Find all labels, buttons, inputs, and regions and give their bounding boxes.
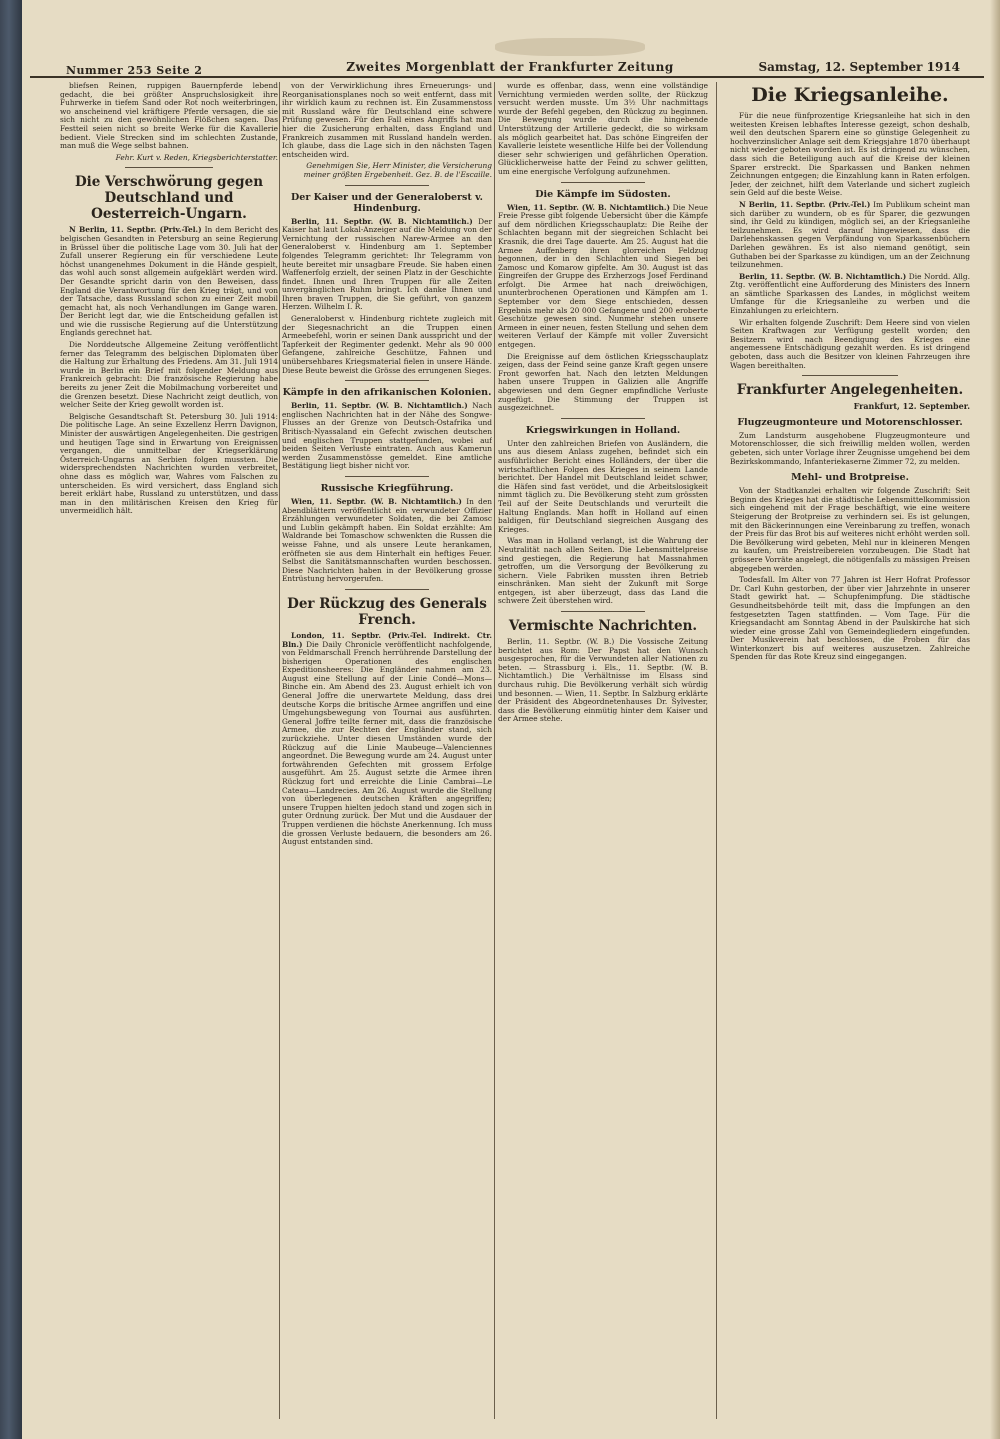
article-body: Die Daily Chronicle veröffentlicht nachfolgende, von Feldmarschall French herrührende Darstellung der bisherigen Operationen des englischen Expeditionsheeres: Die Engländer nahmen am 23. August eine Stellung auf der Linie Condé—Mons—Binche ein. Am Abend des 23. August erhielt ich von General Joffre die unerwartete Meldung, dass drei deutsche Korps die britische Armee angriffen und eine Umgehungsbewegung von Tournai aus ausführten. General Joffre teilte ferner mit, dass die französische Armee, die zur Rechten der Engländer stand, sich zurückziehe. Unter diesen Umständen wurde der Rückzug auf die Linie Maubeuge—Valenciennes angeordnet. Die Bewegung wurde am 24. August unter fortwährenden Gefechten mit grossem Erfolge ausgeführt. Am 25. August setzte die Armee ihren Rückzug fort und erreichte die Linie Cambrai—Le Cateau—Landrecies. Am 26. August wurde die Stellung von überlegenen deutschen Kräften angegriffen; unsere Truppen hielten jedoch stand und zogen sich in guter Ordnung zurück. Der Mut und die Ausdauer der Truppen verdienen die höchste Anerkennung. Ich muss die grossen Verluste bedauern, die besonders am 26. August entstanden sind. — [282, 639, 492, 847]
dateline: Wien, 11. Septbr. (W. B. Nichtamtlich.) — [507, 202, 670, 212]
headline-rueckzug-french: Der Rückzug des Generals French. — [287, 595, 487, 628]
headline-vermischte-nachrichten: Vermischte Nachrichten. — [508, 618, 698, 635]
column-2 — [282, 82, 492, 1423]
article-body: Im Publikum scheint man sich darüber zu wundern, ob es für Sparer, die gezwungen sind, ihr Geld zu kündigen, möglich sei, an der Kriegsanleihe teilzunehmen. Es wird darauf hingewiesen, dass die Darlehenskassen gegen Verpfändung von Sparkassenbüchern Darlehen gewähren. Es ist also niemand genötigt, sein Guthaben bei der Sparkasse zu kündigen, um an der Zeichnung teilzunehmen. — [730, 199, 970, 270]
headline-russische-kriegfuehrung: Russische Kriegführung. — [320, 482, 454, 494]
divider — [802, 375, 898, 376]
article-text: Todesfall. Im Alter von 77 Jahren ist Herr Hofrat Professor Dr. Carl Kuhn gestorben, der über vier Jahrzehnte in unserer Stadt gewirkt hat. — Schupfenimpfung. Die städtische Gesundheitsbehörde teilt mit, dass die Impfungen an den festgesetzten Tagen stattfinden. — Vom Tage. Für die Kriegsandacht am Sonntag Abend in der Paulskirche hat sich wieder eine grosse Zahl von Gemeindegliedern eingefunden. Der Musikverein hat beschlossen, die Proben für das Winterkonzert bis auf weiteres auszusetzen. Zahlreiche Spenden für das Rote Kreuz sind eingegangen. — [730, 575, 970, 662]
article-text — [498, 204, 708, 350]
divider — [345, 476, 429, 477]
headline-verschwoerung: Die Verschwörung gegen Deutschland und Oesterreich-Ungarn. — [74, 174, 264, 223]
article-body: In den Abendblättern veröffentlicht ein verwundeter Offizier Erzählungen verwundeter Soldaten, die bei Zamosc und Lublin gekämpft haben. Ein Soldat erzählte: Am Waldrande bei Tomaschow schwenkten die Russen die weisse Fahne, und als unsere Leute herankamen, eröffneten sie aus dem Hinterhalt ein heftiges Feuer. Selbst die Sanitätsmannschaften wurden beschossen. Diese Nachrichten haben in der Bevölkerung grosse Entrüstung hervorgerufen. — [282, 496, 492, 584]
article-text — [282, 218, 492, 313]
article-text: von der Verwirklichung ihres Erneuerungs- und Reorganisationsplanes noch so weit entfernt, dass mit ihr wirklich kaum zu rechnen ist. Ein Zusammenstoss mit Russland wäre für Deutschland eine schwere Prüfung gewesen. Für den Fall eines Angriffs hat man hier die Zusicherung erhalten, dass England und Frankreich zusammen mit Russland handeln werden. Ich glaube, dass die Lage sich in den nächsten Tagen entscheiden wird. — [282, 82, 492, 159]
headline-flugzeugmonteure: Flugzeugmonteure und Motorenschlosser. — [737, 416, 963, 428]
headline-frankfurter-angelegenheiten: Frankfurter Angelegenheiten. — [736, 382, 964, 399]
article-text — [60, 226, 278, 338]
column-rule — [494, 82, 495, 1419]
article-text: Die Ereignisse auf dem östlichen Kriegsschauplatz zeigen, dass der Feind seine ganze Kraft gegen unsere Front geworfen hat. Nach den letzten Meldungen haben unsere Truppen in Galizien alle Angriffe abgewiesen und dem Gegner empfindliche Verluste zugefügt. Die Stimmung der Truppen ist ausgezeichnet. — [498, 351, 708, 413]
article-text: Die Norddeutsche Allgemeine Zeitung veröffentlicht ferner das Telegramm des belgischen Diplomaten über die Haltung zur Erhaltung des Friedens. Am 31. Juli 1914 wurde in Berlin ein Brief mit folgender Meldung aus Frankreich gebracht: Die französische Regierung habe bereits zu jener Zeit die Mobilmachung vorbereitet und die Grenzen besetzt. Diese Nachricht zeigt deutlich, von welcher Seite der Krieg gewollt worden ist. — [60, 340, 278, 410]
headline-mehl-brotpreise: Mehl- und Brotpreise. — [791, 472, 909, 484]
article-body: In dem Bericht des belgischen Gesandten in Petersburg an seine Regierung in Brüssel über die politische Lage vom 30. Juli hat der Zufall unserer Regierung ein für verschiedene Leute höchst unangenehmes Dokument in die Hände gespielt, das wohl auch sonst allgemein aufgeklärt werden wird. Der Gesandte spricht darin von den Beweisen, dass England die Verantwortung für den Krieg trägt, und von der Tatsache, dass Russland schon zu einer Zeit mobil gemacht hat, als noch Verhandlungen im Gange waren. Der Bericht legt dar, wie die Entscheidung gefallen ist und wie die russische Regierung auf die Unterstützung Englands gerechnet hat. — [60, 225, 278, 338]
article-text — [282, 498, 492, 584]
issue-date: Samstag, 12. September 1914 — [758, 60, 960, 74]
dateline: Wien, 11. Septbr. (W. B. Nichtamtlich.) — [291, 496, 462, 506]
dateline: London, 11. Septbr. (Priv.-Tel. Indirekt. Ctr. Bln.) — [282, 630, 492, 649]
divider — [561, 611, 645, 612]
dateline: N Berlin, 11. Septbr. (Priv.-Tel.) — [739, 199, 871, 209]
article-text — [282, 632, 492, 847]
article-body: Der Kaiser hat laut Lokal-Anzeiger auf die Meldung von der Vernichtung der russischen Narew-Armee an den Generaloberst v. Hindenburg am 1. September folgendes Telegramm gerichtet: Ihr Telegramm von heute bereitet mir unsagbare Freude. Sie haben einen Waffenerfolg erzielt, der seinen Platz in der Geschichte findet. Ihnen und Ihren Truppen für alle Zeiten unvergänglichen Ruhm bringt. Ich danke Ihnen und Ihren braven Truppen, die Sie geführt, von ganzem Herzen. Wilhelm I. R. — [282, 216, 492, 312]
headline-kaempfe-suedosten: Die Kämpfe im Südosten. — [535, 188, 671, 200]
article-text: wurde es offenbar, dass, wenn eine vollständige Vernichtung vermieden werden sollte, der Rückzug versucht werden musste. Um 3½ Uhr nachmittags wurde der Befehl gegeben, den Rückzug zu beginnen. Die Bewegung wurde durch die hingebende Unterstützung der Artillerie gedeckt, die so wirksam als möglich gearbeitet hat. Das schöne Eingreifen der Kavallerie leistete wesentliche Hilfe bei der Vollendung dieser sehr schwierigen und gefährlichen Operation. Glücklicherweise hatte der Feind zu schwer gelitten, um eine energische Verfolgung aufzunehmen. — [498, 82, 708, 176]
dateline: N Berlin, 11. Septbr. (Priv.-Tel.) — [69, 225, 202, 235]
article-signature: Fehr. Kurt v. Reden, Kriegsberichterstatter. — [115, 152, 278, 162]
column-4 — [730, 82, 970, 1423]
dateline: Berlin, 11. Septbr. (W. B. Nichtamtlich.) — [291, 401, 468, 411]
headline-afrikanische-kolonien: Kämpfe in den afrikanischen Kolonien. — [282, 387, 492, 399]
column-rule — [716, 82, 717, 1419]
article-text: Zum Landsturm ausgehobene Flugzeugmonteure und Motorenschlosser, die sich freiwillig melden wollen, werden gebeten, sich unter Vorlage ihrer Zeugnisse umgehend bei dem Bezirkskommando, Infanteriekaserne Zimmer 72, zu melden. — [730, 430, 970, 466]
divider — [345, 185, 429, 186]
divider — [345, 380, 429, 381]
dateline: Frankfurt, 12. September. — [853, 401, 970, 412]
article-body: Die Neue Freie Presse gibt folgende Uebersicht über die Kämpfe auf dem nördlichen Kriegsschauplatz: Die Reihe der Schlachten begann mit der siegreichen Schlacht bei Krasnik, die drei Tage dauerte. Am 25. August hat die Armee Auffenberg ihren glorreichen Feldzug begonnen, der in den Schlachten und Siegen bei Zamosc und Komarow gipfelte. Am 30. August ist das Eingreifen der Gruppe des Erzherzogs Josef Ferdinand erfolgt. Die Armee hat nach dreiwöchigen, ununterbrochenen Operationen und Kämpfen am 1. September vor dem Siege entschieden, dessen Ergebnis mehr als 20 000 Gefangene und 200 eroberte Geschütze gewesen sind. Nunmehr stehen unsere Armeen in einer neuen, festen Stellung und sehen dem weiteren Verlauf der Kämpfe mit voller Zuversicht entgegen. — [498, 202, 708, 350]
article-text — [730, 273, 970, 316]
page-header — [30, 50, 984, 78]
article-text: Wir erhalten folgende Zuschrift: Dem Heere sind von vielen Seiten Kraftwagen zur Verfügung gestellt worden; den Besitzern wird nach Beendigung des Krieges eine angemessene Entschädigung gezahlt werden. Es ist dringend geboten, dass auch die Besitzer von kleinen Fahrzeugen ihre Wagen bereithalten. — [730, 317, 970, 370]
article-text — [730, 201, 970, 270]
article-body: Nach englischen Nachrichten hat in der Nähe des Songwe-Flusses an der Grenze von Deutsch-Ostafrika und Britisch-Nyassaland ein Gefecht zwischen deutschen und englischen Truppen stattgefunden, wobei auf beiden Seiten Verluste eintraten. Auch aus Kamerun werden Zusammenstösse gemeldet. Eine amtliche Bestätigung liegt bisher nicht vor. — [282, 401, 492, 471]
headline-kriegsanleihe: Die Kriegsanleihe. — [751, 84, 949, 106]
article-text — [282, 402, 492, 471]
headline-kriegswirkungen-holland: Kriegswirkungen in Holland. — [525, 424, 681, 436]
article-text: Von der Stadtkanzlei erhalten wir folgende Zuschrift: Seit Beginn des Krieges hat die städtische Lebensmittelkommission sich eingehend mit der Frage beschäftigt, wie eine weitere Steigerung der Brotpreise zu verhindern sei. Es ist gelungen, mit den Bäckerinnungen eine Vereinbarung zu treffen, wonach der Preis für das Brot bis auf weiteres nicht erhöht werden soll. Die Bevölkerung wird gebeten, Mehl nur in kleineren Mengen zu kaufen, um Preistreibereien vorzubeugen. Die Stadt hat grössere Vorräte angelegt, die nötigenfalls zu mässigen Preisen abgegeben werden. — [730, 486, 970, 573]
article-text: Was man in Holland verlangt, ist die Wahrung der Neutralität nach allen Seiten. Die Lebensmittelpreise sind gestiegen, die Regierung hat Massnahmen getroffen, um die Versorgung der Bevölkerung zu sichern. Viele Fabriken mussten ihren Betrieb einschränken. Man sieht der Zukunft mit Sorge entgegen, ist aber überzeugt, dass das Land die schwere Zeit überstehen wird. — [498, 536, 708, 606]
book-binding — [0, 0, 22, 1439]
masthead-title: Zweites Morgenblatt der Frankfurter Zeitung — [346, 60, 674, 74]
headline-kaiser-hindenburg: Der Kaiser und der Generaloberst v. Hindenburg. — [291, 191, 483, 214]
page-number: Nummer 253 Seite 2 — [66, 64, 203, 77]
article-signature: Genehmigen Sie, Herr Minister, die Versicherung meiner größten Ergebenheit. Gez. B. de l'Escaille. — [303, 161, 492, 179]
dateline: Berlin, 11. Septbr. (W. B. Nichtamtlich.) — [739, 271, 907, 281]
article-body: Die Nordd. Allg. Ztg. veröffentlicht eine Aufforderung des Ministers des Innern an sämtliche Sparkassen des Landes, in möglichst weitem Umfange für die Kriegsanleihe zu werben und die Einzahlungen zu erleichtern. — [730, 271, 970, 316]
article-text: Für die neue fünfprozentige Kriegsanleihe hat sich in den weitesten Kreisen lebhaftes Interesse gezeigt, schon deshalb, weil den deutschen Sparern eine so günstige Gelegenheit zu hochverzinslicher Anlage seit dem Kriegsjahre 1870 überhaupt nicht wieder geboten worden ist. Es ist dringend zu wünschen, dass sich die Beteiligung auch auf die Kreise der kleinen Sparer erstreckt. Die Sparkassen und Banken nehmen Zeichnungen entgegen; die Einzahlung kann in Raten erfolgen. Jeder, der zeichnet, hilft dem Vaterlande und sichert zugleich sein Geld auf die beste Weise. — [730, 111, 970, 198]
article-text: Berlin, 11. Septbr. (W. B.) Die Vossische Zeitung berichtet aus Rom: Der Papst hat den Wunsch ausgesprochen, für die Verwundeten aller Nationen zu beten. — Strassburg i. Els., 11. Septbr. (W. B. Nichtamtlich.) Die Verhältnisse im Elsass sind durchaus ruhig. Die Bevölkerung verhält sich würdig und besonnen. — Wien, 11. Septbr. In Salzburg erklärte der Präsident des Abgeordnetenhauses Dr. Sylvester, dass die Bevölkerung einmütig hinter dem Kaiser und der Armee stehe. — [498, 637, 708, 724]
article-text: bliefsen Reinen, ruppigen Bauernpferde lebend gedacht, die bei größter Anspruchslosigkeit ihre Fuhrwerke in tiefem Sand oder Rot noch weiterbringen, wo anscheinend viel kräftigere Pferde versagen, die sie sich nicht zu den gewöhnlichen Flößchen sagen. Das Festteil seien nicht so breite Werke für die Kavallerie bedient. Viele Strecken sind im schlechten Zustande, man muß die Wege selbst bahnen. — [60, 82, 278, 151]
column-3 — [498, 82, 708, 1423]
column-1 — [60, 82, 278, 1423]
divider — [345, 589, 429, 590]
article-text: Unter den zahlreichen Briefen von Ausländern, die uns aus diesem Anlass zugehen, befindet sich ein ausführlicher Bericht eines Holländers, der über die wirtschaftlichen Folgen des Krieges in seinem Lande berichtet. Der Handel mit Deutschland leidet schwer, die Häfen sind fast verödet, und die Arbeitslosigkeit nimmt täglich zu. Die Bevölkerung steht zum grössten Teil auf der Seite Deutschlands und verurteilt die Haltung Englands. Man hofft in Holland auf einen baldigen, für Deutschland siegreichen Ausgang des Krieges. — [498, 438, 708, 534]
dateline: Berlin, 11. Septbr. (W. B. Nichtamtlich.) — [291, 216, 473, 226]
divider — [125, 167, 212, 168]
divider — [561, 182, 645, 183]
divider — [561, 418, 645, 419]
column-rule — [279, 82, 280, 1419]
article-text: Generaloberst v. Hindenburg richtete zugleich mit der Siegesnachricht an die Truppen einen Armeebefehl, worin er seinen Dank ausspricht und der Tapferkeit der Regimenter gedenkt. Mehr als 90 000 Gefangene, zahlreiche Geschütze, Fahnen und unübersehbares Kriegsmaterial fielen in unsere Hände. Diese Beute beweist die Grösse des errungenen Sieges. — [282, 314, 492, 375]
page-edge — [990, 0, 1000, 1439]
article-text: Belgische Gesandtschaft St. Petersburg 30. Juli 1914: Die politische Lage. An seine Exzellenz Herrn Davignon, Minister der auswärtigen Angelegenheiten. Die gestrigen und heutigen Tage sind in Erwartung von Ereignissen vergangen, die unmittelbar der Kriegserklärung Österreich-Ungarns an Serbien folgen mussten. Die widersprechendsten Nachrichten wurden verbreitet, ohne dass es möglich war, Wahres vom Falschen zu unterscheiden. Es wird versichert, dass England sich bereit erklärt habe, Russland zu unterstützen, und dass man in den militärischen Kreisen den Krieg für unvermeidlich hält. — [60, 411, 278, 516]
